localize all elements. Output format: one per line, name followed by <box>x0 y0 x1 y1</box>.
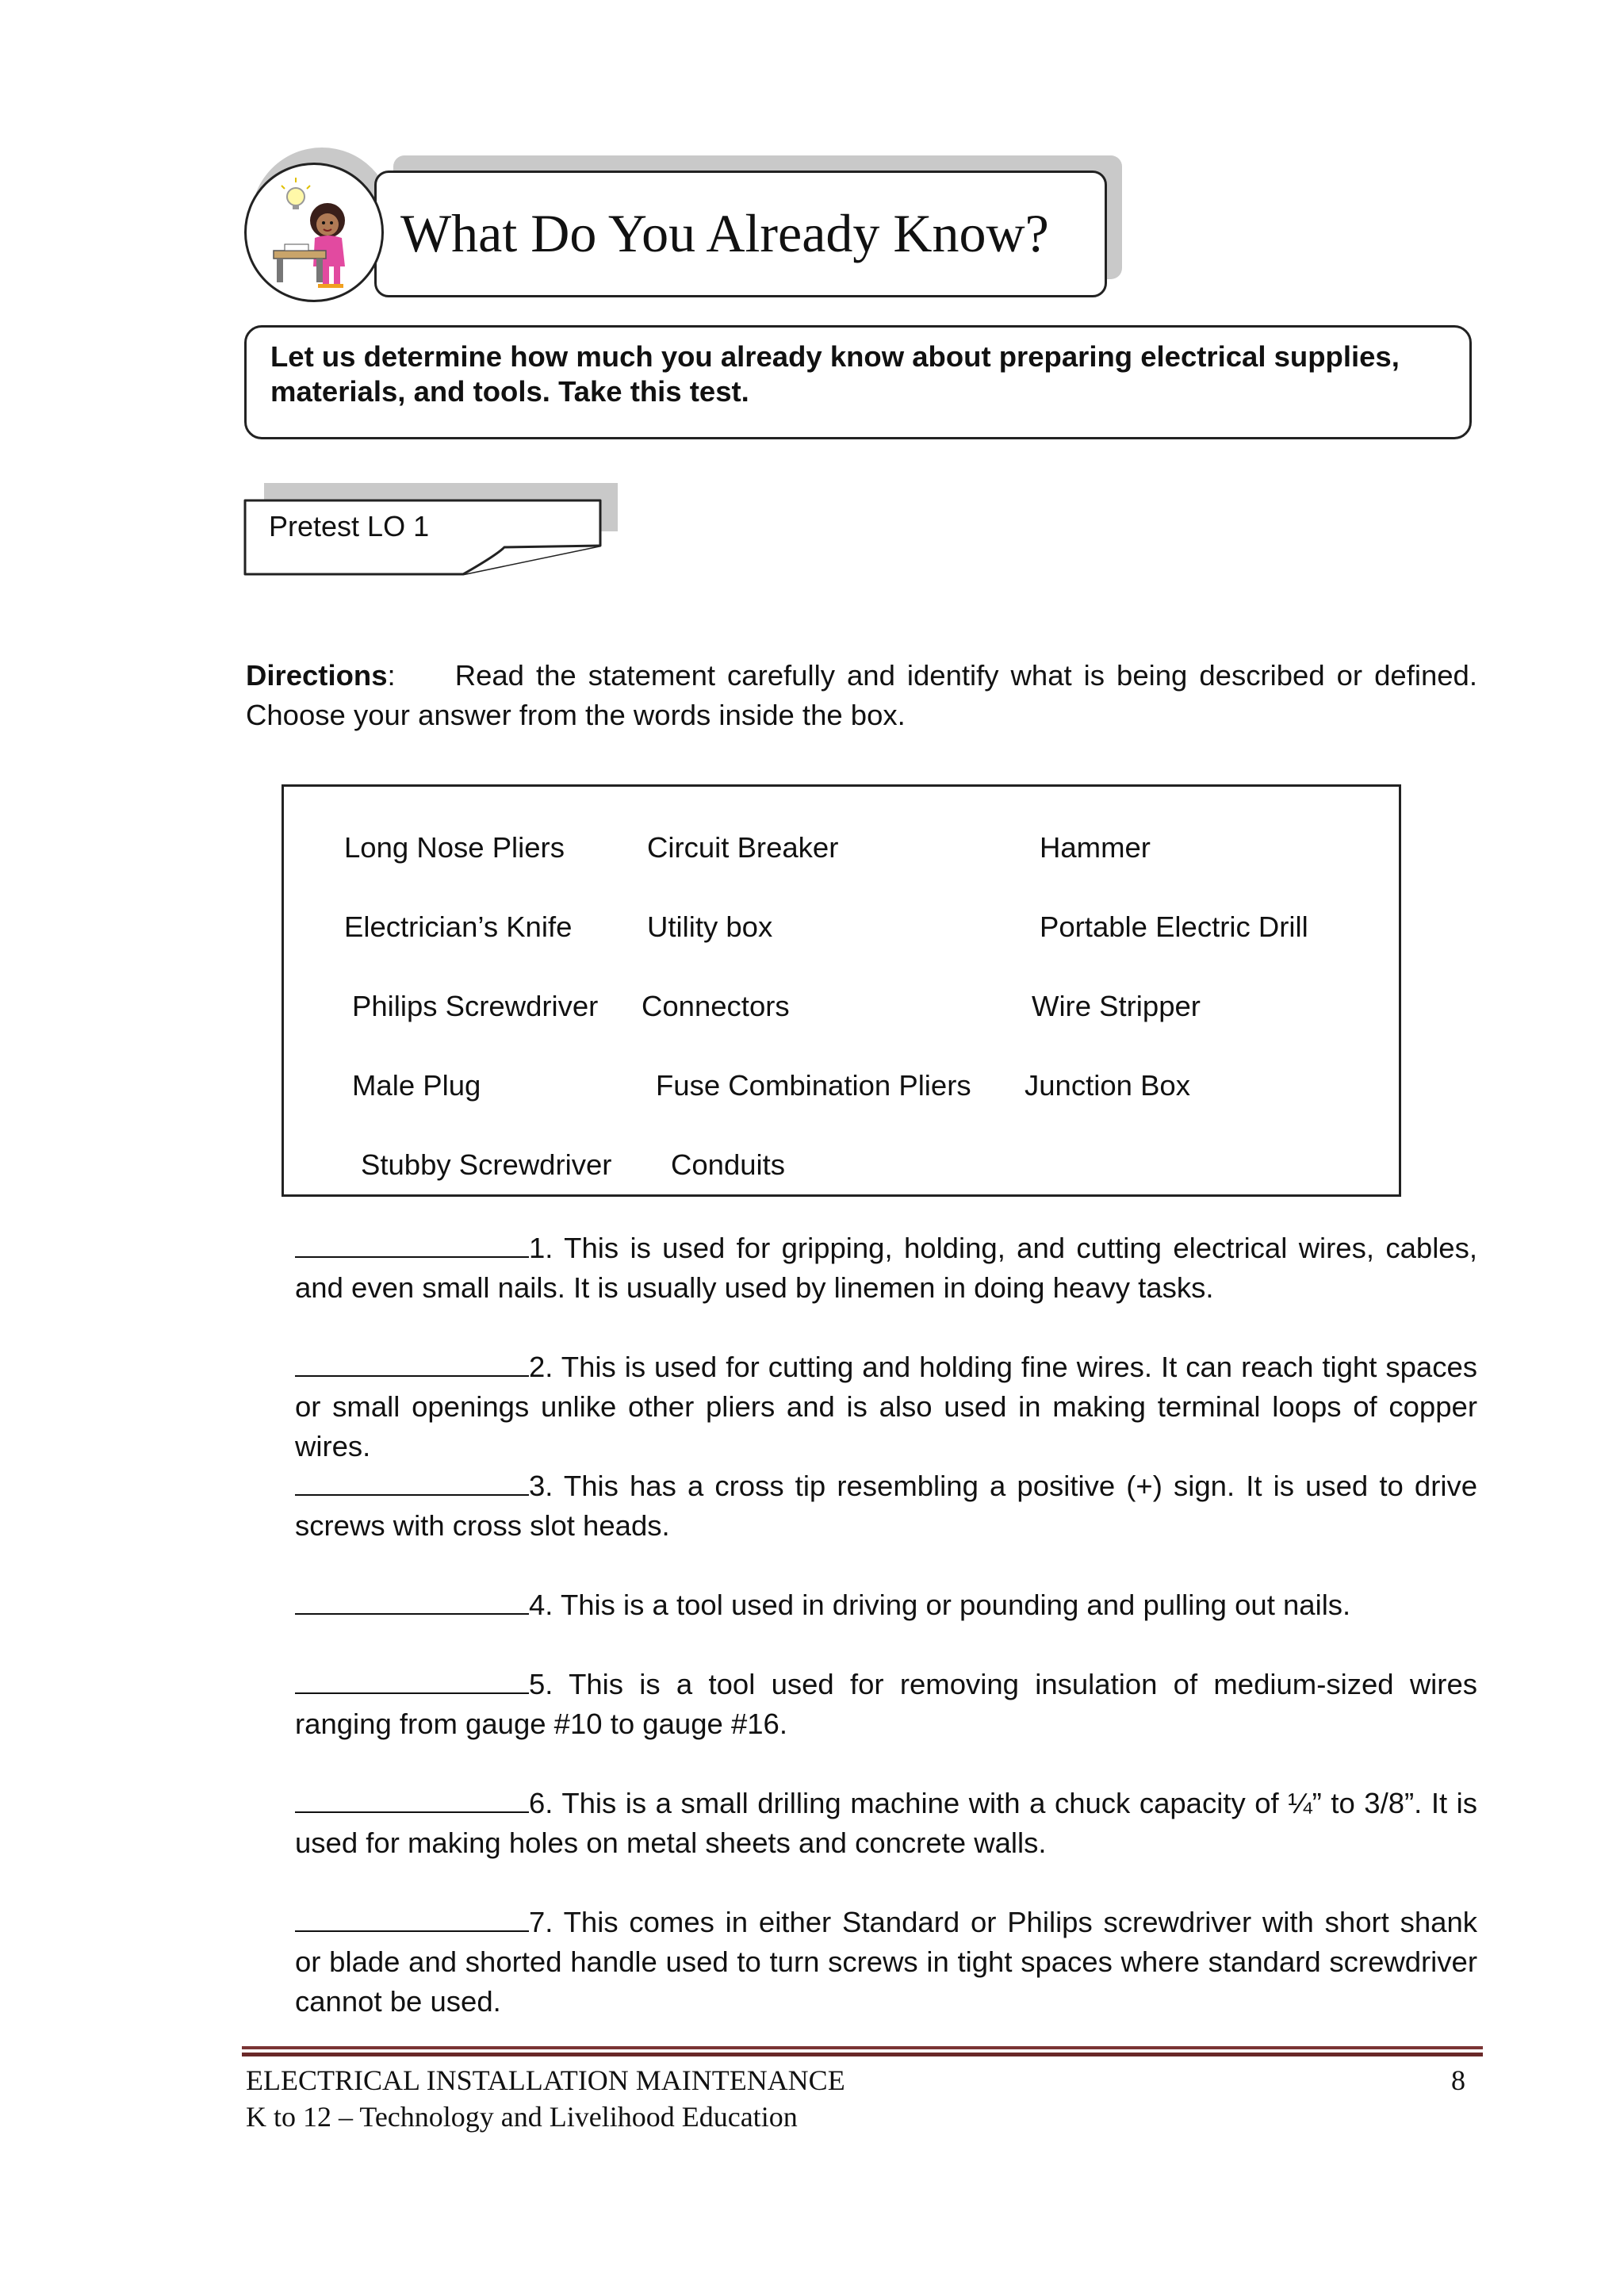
word-bank-item: Hammer <box>1040 831 1151 864</box>
word-bank-item: Male Plug <box>352 1069 481 1102</box>
footer-rule <box>242 2046 1483 2049</box>
pretest-label: Pretest LO 1 <box>269 510 430 542</box>
word-bank-item: Long Nose Pliers <box>344 831 565 864</box>
student-at-desk-icon <box>247 165 381 300</box>
footer-rule <box>242 2053 1483 2056</box>
answer-blank[interactable] <box>295 1783 529 1813</box>
question-item <box>295 1902 1477 2022</box>
intro-text: Let us determine how much you already know about preparing electrical supplies, materials, and tools. Take this test. <box>270 340 1400 408</box>
question-item <box>295 1466 1477 1546</box>
question-number: 6. <box>529 1787 553 1819</box>
word-bank-item: Wire Stripper <box>1032 990 1201 1022</box>
word-bank-item: Stubby Screwdriver <box>361 1148 612 1181</box>
question-text: This comes in either Standard or Philips screwdriver with short shank or blade and shorted handle used to turn screws in tight spaces where standard screwdriver cannot be used. <box>295 1906 1477 2018</box>
question-text: This is used for gripping, holding, and cutting electrical wires, cables, and even small nails. It is usually used by linemen in doing heavy tasks. <box>295 1232 1478 1304</box>
word-bank-item: Connectors <box>642 990 790 1022</box>
answer-blank[interactable] <box>295 1466 529 1496</box>
footer-course <box>246 2062 845 2135</box>
footer-line-1: ELECTRICAL INSTALLATION MAINTENANCE <box>246 2064 845 2096</box>
question-text: This is a tool used in driving or pounding and pulling out nails. <box>560 1589 1351 1621</box>
question-text: This is used for cutting and holding fine wires. It can reach tight spaces or small openings unlike other pliers and is also used in making terminal loops of copper wires. <box>295 1351 1477 1462</box>
directions: Directions: Read the statement carefully and identify what is being described or defined. Choose your answer from the words inside the box. <box>246 659 1477 731</box>
question-item <box>295 1347 1477 1466</box>
page-title: What Do You Already Know? <box>400 203 1049 263</box>
banner-icon-circle <box>244 163 384 302</box>
answer-blank[interactable] <box>295 1228 529 1258</box>
footer-line-2: K to 12 – Technology and Livelihood Education <box>246 2101 798 2133</box>
question-text: This is a tool used for removing insulation of medium-sized wires ranging from gauge #10 to gauge #16. <box>295 1668 1477 1740</box>
word-bank-item: Conduits <box>671 1148 786 1181</box>
question-item <box>295 1585 1477 1625</box>
question-number: 1. <box>529 1232 553 1264</box>
question-number: 3. <box>529 1470 553 1502</box>
answer-blank[interactable] <box>295 1902 529 1932</box>
question-item <box>295 1783 1477 1863</box>
question-number: 5. <box>529 1668 553 1700</box>
answer-blank[interactable] <box>295 1664 529 1694</box>
answer-blank[interactable] <box>295 1347 529 1377</box>
directions-text: Read the statement carefully and identify what is being described or defined. Choose your answer from the words inside the box. <box>246 659 1477 731</box>
word-bank-item: Electrician’s Knife <box>344 910 573 943</box>
answer-blank[interactable] <box>295 1585 529 1615</box>
question-number: 4. <box>529 1589 553 1621</box>
question-number: 7. <box>529 1906 553 1938</box>
word-bank-item: Circuit Breaker <box>647 831 839 864</box>
word-bank-item: Philips Screwdriver <box>352 990 599 1022</box>
word-bank-item: Junction Box <box>1025 1069 1190 1102</box>
word-bank-item: Fuse Combination Pliers <box>656 1069 971 1102</box>
page-number: 8 <box>1451 2064 1465 2096</box>
word-bank-item: Portable Electric Drill <box>1040 910 1308 943</box>
question-item <box>295 1664 1477 1744</box>
question-text: This is a small drilling machine with a chuck capacity of ¼” to 3/8”. It is used for making holes on metal sheets and concrete walls. <box>295 1787 1478 1859</box>
directions-label: Directions <box>246 659 388 692</box>
question-number: 2. <box>529 1351 553 1383</box>
question-item <box>295 1228 1477 1308</box>
word-bank-item: Utility box <box>647 910 773 943</box>
question-text: This has a cross tip resembling a positive (+) sign. It is used to drive screws with cross slot heads. <box>295 1470 1478 1542</box>
